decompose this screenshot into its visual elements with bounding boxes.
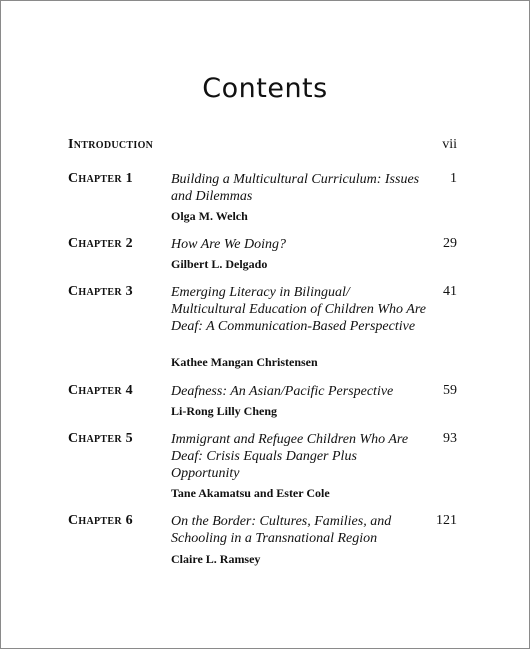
chapter-author: Tane Akamatsu and Ester Cole [171, 486, 330, 500]
chapter-title: On the Border: Cultures, Families, and Schooling in a Transnational Region [171, 514, 392, 546]
chapter-label: Chapter 1 [68, 171, 133, 186]
chapter-label: Chapter 4 [68, 383, 133, 398]
chapter-label: Chapter 5 [68, 431, 133, 446]
chapter-author: Kathee Mangan Christensen [171, 355, 318, 369]
chapter-page-number: 59 [443, 383, 457, 398]
chapter-label: Chapter 6 [68, 513, 133, 528]
chapter-title: Building a Multicultural Curriculum: Issues and Dilemmas [171, 172, 420, 204]
chapter-title: Immigrant and Refugee Children Who Are Deaf: Crisis Equals Danger Plus Opportunity [171, 432, 409, 481]
introduction-label: Introduction [68, 137, 154, 152]
chapter-page-number: 1 [450, 171, 457, 186]
chapter-author: Gilbert L. Delgado [171, 257, 268, 271]
chapter-author: Claire L. Ramsey [171, 552, 261, 566]
chapter-author: Olga M. Welch [171, 209, 248, 223]
chapter-author: Li-Rong Lilly Cheng [171, 404, 278, 418]
chapter-label: Chapter 3 [68, 284, 133, 299]
chapter-page-number: 93 [443, 431, 457, 446]
chapter-page-number: 121 [436, 513, 457, 528]
introduction-page-number: vii [442, 137, 457, 152]
chapter-page-number: 41 [443, 284, 457, 299]
page-title: Contents [202, 73, 328, 104]
chapter-page-number: 29 [443, 236, 457, 251]
chapter-label: Chapter 2 [68, 236, 133, 251]
chapter-title: How Are We Doing? [171, 237, 286, 252]
chapter-title: Deafness: An Asian/Pacific Perspective [171, 384, 394, 399]
chapter-title: Emerging Literacy in Bilingual/ Multicultural Education of Children Who Are Deaf: A Communication-Based Perspective [171, 285, 426, 334]
